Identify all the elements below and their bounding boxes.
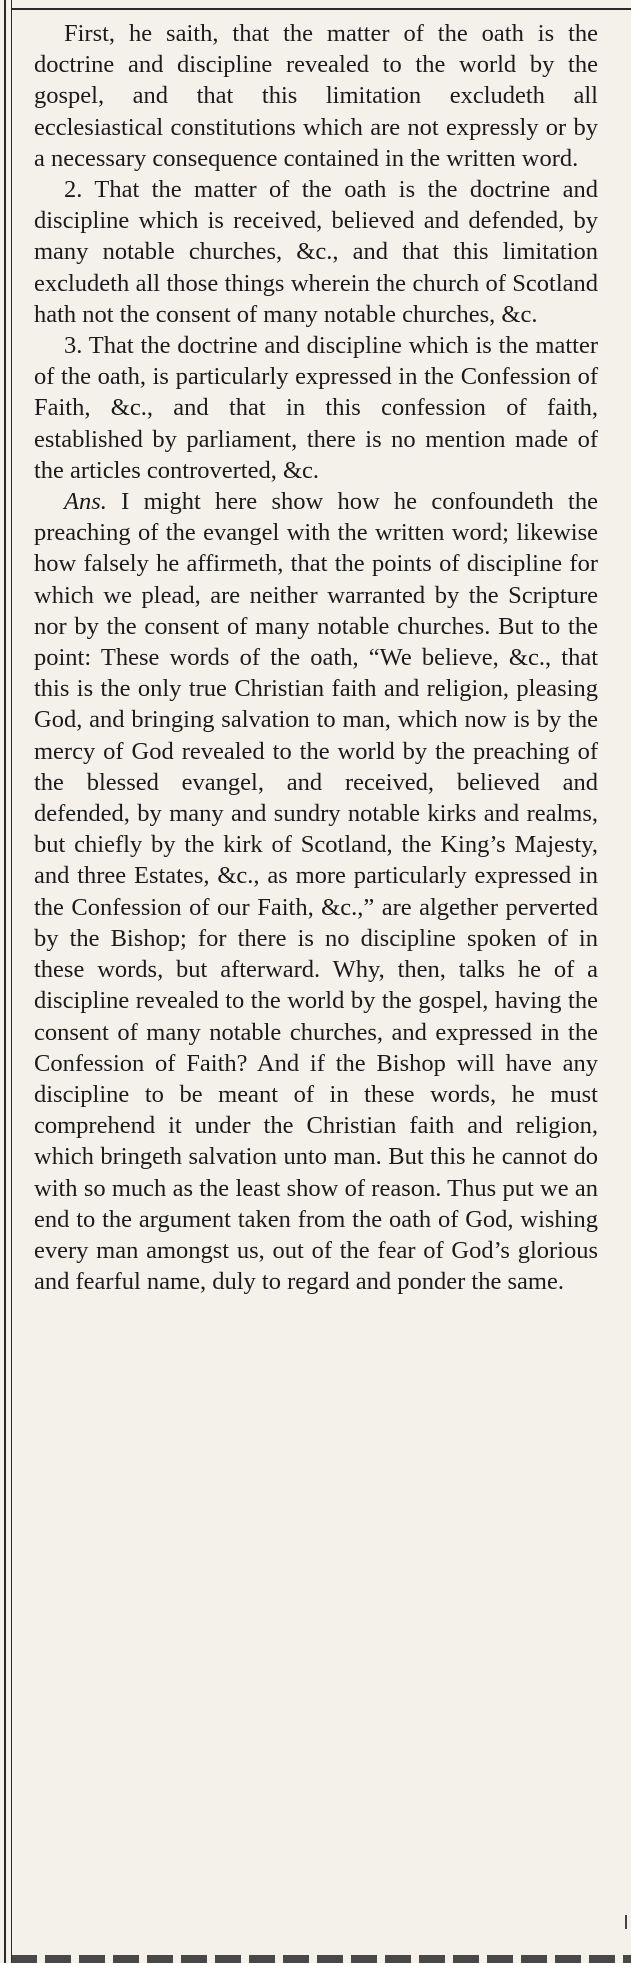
- paragraph-text: 3. That the doctrine and discipline which is the matter of the oath, is particularly expressed in the Confession of Faith, &c., and that in this confession of faith, established by parliament, there is no mention made of the articles controverted, &c.: [34, 332, 598, 484]
- paragraph-text: 2. That the matter of the oath is the doctrine and discipline which is received, believed and defended, by many notable churches, &c., and that this limitation excludeth all those things wherein the church of Scotland hath not the consent of many notable churches, &c.: [34, 176, 598, 328]
- text-column: [34, 18, 598, 1297]
- bottom-clipped-text: [11, 1955, 631, 1963]
- right-edge-mark: [625, 1915, 627, 1929]
- paragraph-third: [34, 330, 598, 486]
- paragraph-answer: [34, 486, 598, 1297]
- left-inner-rule: [11, 0, 12, 1963]
- paragraph-text: First, he saith, that the matter of the oath is the doctrine and discipline revealed to the world by the gospel, and that this limitation excludeth all ecclesiastical constitutions which are not expressly or by a necessary consequence contained in the written word.: [34, 20, 598, 172]
- paragraph-second: [34, 174, 598, 330]
- left-border-rule: [4, 0, 6, 1963]
- paragraph-first: [34, 18, 598, 174]
- answer-lead: Ans.: [64, 488, 107, 516]
- paragraph-text: I might here show how he confoundeth the preaching of the evangel with the written word; likewise how falsely he affirmeth, that the points of discipline for which we plead, are neither warranted by the Scripture nor by the consent of many notable churches. But to the point: These words of the oath, “We believe, &c., that this is the only true Christian faith and religion, pleasing God, and bringing salvation to man, which now is by the mercy of God revealed to the world by the preaching of the blessed evangel, and received, believed and defended, by many and sundry notable kirks and realms, but chiefly by the kirk of Scotland, the King’s Majesty, and three Estates, &c., as more particularly expressed in the Confession of our Faith, &c.,” are algether perverted by the Bishop; for there is no discipline spoken of in these words, but afterward. Why, then, talks he of a discipline revealed to the world by the gospel, having the consent of many notable churches, and expressed in the Confession of Faith? And if the Bishop will have any discipline to be meant of in these words, he must comprehend it under the Christian faith and religion, which bringeth salvation unto man. But this he cannot do with so much as the least show of reason. Thus put we an end to the argument taken from the oath of God, wishing every man amongst us, out of the fear of God’s glorious and fearful name, duly to regard and ponder the same.: [34, 488, 598, 1296]
- top-border-rule: [11, 8, 631, 10]
